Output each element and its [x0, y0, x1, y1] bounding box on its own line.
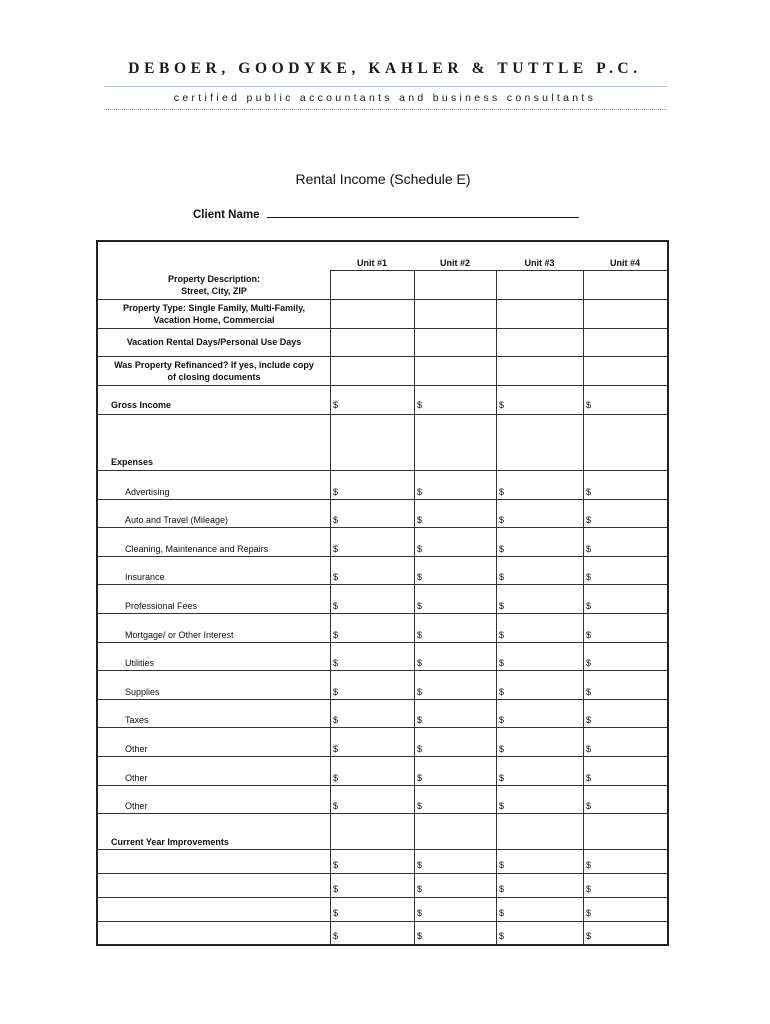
letterhead-rule-bottom	[104, 109, 667, 110]
improvement-row-3-unit3-field[interactable]	[508, 904, 579, 920]
expense-row-2-unit4-field[interactable]	[595, 511, 663, 527]
expense-row-label: Utilities	[125, 658, 155, 669]
row-divider	[98, 873, 667, 874]
column-header-unit-4: Unit #4	[609, 258, 640, 268]
expense-row-5-unit4-field[interactable]	[595, 597, 663, 613]
improvement-row-4-unit2-field[interactable]	[426, 927, 492, 943]
dollar-sign: $	[333, 686, 339, 697]
expense-row-label: Taxes	[125, 715, 149, 726]
dollar-sign: $	[586, 907, 592, 918]
expense-row-11-unit1-field[interactable]	[342, 769, 410, 785]
expense-row-5-unit2-field[interactable]	[426, 597, 492, 613]
gross-income-label: Gross Income	[111, 400, 172, 410]
expense-row-10-unit1-field[interactable]	[342, 740, 410, 756]
expenses-label: Expenses	[111, 457, 154, 467]
expense-row-5-unit3-field[interactable]	[508, 597, 579, 613]
expense-row-2-unit2-field[interactable]	[426, 511, 492, 527]
expense-row-1-unit2-field[interactable]	[426, 483, 492, 499]
dollar-sign: $	[417, 744, 423, 754]
expense-row-label: Other	[125, 772, 148, 783]
dollar-sign: $	[499, 486, 505, 497]
column-divider	[330, 270, 331, 414]
dollar-sign: $	[499, 658, 505, 669]
row-divider	[98, 299, 330, 300]
dollar-sign: $	[333, 515, 339, 526]
improvement-row-1-unit3-field[interactable]	[508, 856, 579, 872]
dollar-sign: $	[499, 543, 505, 554]
expense-row-6-unit4-field[interactable]	[595, 626, 663, 642]
info-row-4-unit4-field[interactable]	[585, 358, 665, 383]
dollar-sign: $	[586, 601, 592, 611]
improvement-row-3-unit4-field[interactable]	[595, 904, 663, 920]
row-divider	[98, 727, 667, 728]
expense-row-11-unit4-field[interactable]	[595, 769, 663, 785]
info-row-label-line2: Street, City, ZIP	[181, 285, 247, 296]
column-divider	[583, 270, 584, 414]
expense-row-label: Insurance	[125, 572, 165, 583]
row-divider	[98, 470, 667, 471]
expense-row-11-unit3-field[interactable]	[508, 769, 579, 785]
dollar-sign: $	[333, 931, 339, 942]
row-divider	[98, 613, 667, 614]
improvements-label: Current Year Improvements	[111, 837, 229, 848]
dollar-sign: $	[499, 907, 505, 918]
expense-row-7-unit4-field[interactable]	[595, 654, 663, 670]
dollar-sign: $	[586, 515, 592, 526]
firm-name: DEBOER, GOODYKE, KAHLER & TUTTLE P.C.	[128, 60, 642, 77]
improvement-row-description-field[interactable]	[102, 924, 326, 942]
info-row-1-unit4-field[interactable]	[585, 272, 665, 297]
row-divider	[98, 414, 667, 415]
column-divider	[414, 414, 415, 470]
improvement-row-1-unit4-field[interactable]	[595, 856, 663, 872]
expense-row-3-unit4-field[interactable]	[595, 540, 663, 556]
expense-row-1-unit3-field[interactable]	[508, 483, 579, 499]
expense-row-11-unit2-field[interactable]	[426, 769, 492, 785]
dollar-sign: $	[499, 686, 505, 697]
row-divider	[98, 385, 330, 386]
row-divider	[98, 642, 667, 643]
dollar-sign: $	[417, 801, 423, 812]
expense-row-6-unit3-field[interactable]	[508, 626, 579, 642]
dollar-sign: $	[417, 686, 423, 697]
column-divider	[414, 813, 415, 944]
expense-row-12-unit1-field[interactable]	[342, 797, 410, 813]
info-row-2-unit2-field[interactable]	[416, 301, 494, 326]
dollar-sign: $	[586, 400, 592, 410]
dollar-sign: $	[333, 883, 339, 894]
expense-row-4-unit4-field[interactable]	[595, 568, 663, 584]
expense-row-label: Other	[125, 744, 148, 754]
dollar-sign: $	[499, 515, 505, 526]
dollar-sign: $	[417, 629, 423, 640]
expense-row-3-unit3-field[interactable]	[508, 540, 579, 556]
info-row-3-unit4-field[interactable]	[585, 330, 665, 354]
column-divider	[414, 270, 415, 414]
info-row-2-unit4-field[interactable]	[585, 301, 665, 326]
info-row-label-line1: Was Property Refinanced? If yes, include copy	[114, 359, 314, 370]
dollar-sign: $	[417, 658, 423, 669]
dollar-sign: $	[586, 801, 592, 812]
dollar-sign: $	[586, 931, 592, 942]
dollar-sign: $	[499, 801, 505, 812]
improvement-row-description-field[interactable]	[102, 852, 326, 870]
expense-row-8-unit1-field[interactable]	[342, 683, 410, 699]
expense-row-7-unit1-field[interactable]	[342, 654, 410, 670]
info-row-4-unit3-field[interactable]	[498, 358, 581, 383]
expense-row-label: Mortgage/ or Other Interest	[125, 629, 234, 640]
row-divider	[330, 385, 667, 386]
form-title: Rental Income (Schedule E)	[295, 171, 471, 187]
improvement-row-3-unit2-field[interactable]	[426, 904, 492, 920]
info-row-3-unit2-field[interactable]	[416, 330, 494, 354]
dollar-sign: $	[499, 629, 505, 640]
expense-row-label: Auto and Travel (Mileage)	[125, 515, 229, 526]
improvement-row-2-unit4-field[interactable]	[595, 880, 663, 896]
info-row-4-unit1-field[interactable]	[332, 358, 412, 383]
expense-row-10-unit4-field[interactable]	[595, 740, 663, 756]
expense-row-label: Professional Fees	[125, 601, 198, 611]
expense-row-12-unit3-field[interactable]	[508, 797, 579, 813]
column-divider	[496, 813, 497, 944]
expense-row-4-unit2-field[interactable]	[426, 568, 492, 584]
column-header-unit-1: Unit #1	[356, 258, 387, 268]
gross-income-unit1-field[interactable]	[342, 396, 410, 412]
dollar-sign: $	[586, 715, 592, 726]
expense-row-label: Other	[125, 801, 148, 812]
column-divider	[496, 270, 497, 414]
row-divider	[98, 527, 667, 528]
dollar-sign: $	[417, 883, 423, 894]
info-row-label-line1: Property Description:	[167, 273, 261, 284]
dollar-sign: $	[417, 486, 423, 497]
expense-row-8-unit3-field[interactable]	[508, 683, 579, 699]
row-divider	[330, 299, 667, 300]
info-row-label-line1: Vacation Rental Days/Personal Use Days	[126, 337, 302, 347]
column-header-unit-2: Unit #2	[439, 258, 470, 268]
row-divider	[330, 356, 667, 357]
row-divider	[98, 897, 667, 898]
gross-income-unit4-field[interactable]	[595, 396, 663, 412]
expense-row-8-unit2-field[interactable]	[426, 683, 492, 699]
dollar-sign: $	[417, 543, 423, 554]
row-divider	[98, 921, 667, 922]
info-row-4-unit2-field[interactable]	[416, 358, 494, 383]
expense-row-5-unit1-field[interactable]	[342, 597, 410, 613]
expense-row-9-unit1-field[interactable]	[342, 711, 410, 727]
client-name-field[interactable]	[267, 207, 579, 218]
expense-row-label: Cleaning, Maintenance and Repairs	[125, 543, 269, 554]
expense-row-2-unit1-field[interactable]	[342, 511, 410, 527]
row-divider	[98, 756, 667, 757]
dollar-sign: $	[417, 572, 423, 583]
expense-row-1-unit1-field[interactable]	[342, 483, 410, 499]
dollar-sign: $	[499, 601, 505, 611]
dollar-sign: $	[417, 715, 423, 726]
expense-row-4-unit1-field[interactable]	[342, 568, 410, 584]
gross-income-unit3-field[interactable]	[508, 396, 579, 412]
gross-income-unit2-field[interactable]	[426, 396, 492, 412]
improvement-row-1-unit2-field[interactable]	[426, 856, 492, 872]
dollar-sign: $	[333, 629, 339, 640]
expense-row-9-unit3-field[interactable]	[508, 711, 579, 727]
column-divider	[330, 813, 331, 944]
column-divider	[583, 414, 584, 470]
improvement-row-2-unit3-field[interactable]	[508, 880, 579, 896]
expense-row-9-unit2-field[interactable]	[426, 711, 492, 727]
row-divider	[98, 699, 667, 700]
dollar-sign: $	[499, 744, 505, 754]
row-divider	[98, 584, 667, 585]
rental-income-table	[96, 240, 669, 946]
dollar-sign: $	[333, 400, 339, 410]
dollar-sign: $	[586, 658, 592, 669]
dollar-sign: $	[586, 486, 592, 497]
row-divider	[330, 328, 667, 329]
dollar-sign: $	[586, 772, 592, 783]
improvement-row-description-field[interactable]	[102, 900, 326, 918]
expense-row-4-unit3-field[interactable]	[508, 568, 579, 584]
dollar-sign: $	[499, 715, 505, 726]
dollar-sign: $	[586, 572, 592, 583]
improvement-row-2-unit1-field[interactable]	[342, 880, 410, 896]
row-divider	[98, 670, 667, 671]
dollar-sign: $	[333, 543, 339, 554]
dollar-sign: $	[499, 931, 505, 942]
expense-row-6-unit2-field[interactable]	[426, 626, 492, 642]
dollar-sign: $	[586, 686, 592, 697]
dollar-sign: $	[417, 931, 423, 942]
info-row-2-unit3-field[interactable]	[498, 301, 581, 326]
info-row-3-unit1-field[interactable]	[332, 330, 412, 354]
info-row-label-line1: Property Type: Single Family, Multi-Family,	[122, 302, 306, 313]
dollar-sign: $	[333, 772, 339, 783]
info-row-1-unit1-field[interactable]	[332, 272, 412, 297]
info-row-3-unit3-field[interactable]	[498, 330, 581, 354]
expense-row-7-unit3-field[interactable]	[508, 654, 579, 670]
client-name-label: Client Name	[193, 209, 260, 221]
expense-row-6-unit1-field[interactable]	[342, 626, 410, 642]
expense-row-1-unit4-field[interactable]	[595, 483, 663, 499]
row-divider	[330, 270, 667, 271]
dollar-sign: $	[333, 572, 339, 583]
dollar-sign: $	[333, 658, 339, 669]
expense-row-10-unit2-field[interactable]	[426, 740, 492, 756]
info-row-label-line2: of closing documents	[167, 371, 261, 382]
column-divider	[330, 414, 331, 470]
row-divider	[98, 785, 667, 786]
row-divider	[98, 356, 330, 357]
dollar-sign: $	[333, 601, 339, 611]
dollar-sign: $	[499, 772, 505, 783]
column-divider	[583, 813, 584, 944]
info-row-label-line2: Vacation Home, Commercial	[153, 314, 275, 325]
improvement-row-description-field[interactable]	[102, 876, 326, 894]
improvement-row-2-unit2-field[interactable]	[426, 880, 492, 896]
improvement-row-4-unit4-field[interactable]	[595, 927, 663, 943]
column-divider	[496, 414, 497, 470]
dollar-sign: $	[333, 907, 339, 918]
dollar-sign: $	[333, 486, 339, 497]
dollar-sign: $	[499, 400, 505, 410]
row-divider	[98, 813, 667, 814]
dollar-sign: $	[417, 907, 423, 918]
dollar-sign: $	[417, 400, 423, 410]
row-divider	[98, 849, 667, 850]
dollar-sign: $	[586, 860, 592, 870]
dollar-sign: $	[586, 744, 592, 754]
dollar-sign: $	[586, 543, 592, 554]
expense-row-10-unit3-field[interactable]	[508, 740, 579, 756]
expense-row-7-unit2-field[interactable]	[426, 654, 492, 670]
row-divider	[98, 328, 330, 329]
expense-row-12-unit2-field[interactable]	[426, 797, 492, 813]
improvement-row-1-unit1-field[interactable]	[342, 856, 410, 872]
dollar-sign: $	[499, 860, 505, 870]
dollar-sign: $	[417, 515, 423, 526]
firm-tagline: certified public accountants and business consultants	[173, 92, 597, 104]
dollar-sign: $	[417, 860, 423, 870]
dollar-sign: $	[499, 883, 505, 894]
letterhead-rule-top	[104, 86, 667, 87]
improvement-row-4-unit3-field[interactable]	[508, 927, 579, 943]
dollar-sign: $	[333, 860, 339, 870]
info-row-1-unit3-field[interactable]	[498, 272, 581, 297]
improvement-row-3-unit1-field[interactable]	[342, 904, 410, 920]
dollar-sign: $	[417, 601, 423, 611]
expense-row-8-unit4-field[interactable]	[595, 683, 663, 699]
row-divider	[98, 556, 667, 557]
client-name-line	[193, 207, 579, 221]
dollar-sign: $	[586, 629, 592, 640]
row-divider	[98, 499, 667, 500]
expense-row-9-unit4-field[interactable]	[595, 711, 663, 727]
expense-row-12-unit4-field[interactable]	[595, 797, 663, 813]
dollar-sign: $	[333, 715, 339, 726]
info-row-1-unit2-field[interactable]	[416, 272, 494, 297]
expense-row-label: Advertising	[125, 486, 170, 497]
dollar-sign: $	[417, 772, 423, 783]
expense-row-3-unit1-field[interactable]	[342, 540, 410, 556]
dollar-sign: $	[586, 883, 592, 894]
expense-row-label: Supplies	[125, 686, 160, 697]
dollar-sign: $	[333, 801, 339, 812]
column-header-unit-3: Unit #3	[524, 258, 555, 268]
expense-row-2-unit3-field[interactable]	[508, 511, 579, 527]
improvement-row-4-unit1-field[interactable]	[342, 927, 410, 943]
dollar-sign: $	[333, 744, 339, 754]
expense-row-3-unit2-field[interactable]	[426, 540, 492, 556]
info-row-2-unit1-field[interactable]	[332, 301, 412, 326]
dollar-sign: $	[499, 572, 505, 583]
